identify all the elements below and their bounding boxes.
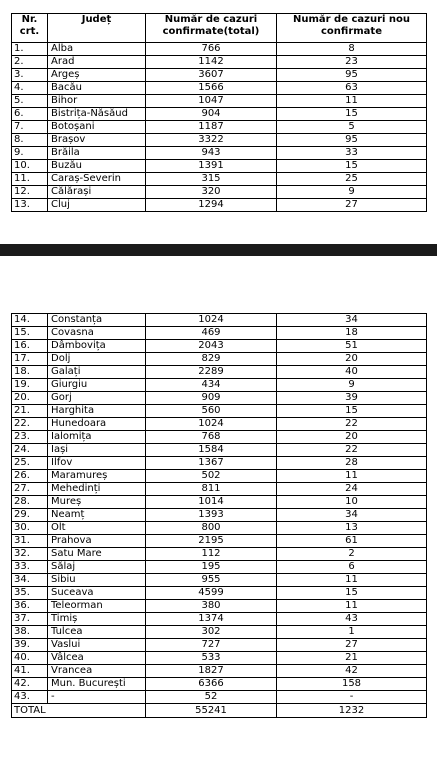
county-name: Caraș-Severin	[48, 173, 146, 186]
confirmed-total: 1374	[146, 613, 277, 626]
table-row	[12, 561, 427, 574]
county-name: Brăila	[48, 147, 146, 160]
confirmed-total: 469	[146, 327, 277, 340]
county-name: Mun. București	[48, 678, 146, 691]
row-number: 1.	[12, 43, 48, 56]
row-number: 26.	[12, 470, 48, 483]
total-new-cases: 1232	[277, 704, 427, 718]
cases-table-part1	[11, 13, 427, 212]
county-name: -	[48, 691, 146, 704]
confirmed-new: 11	[277, 470, 427, 483]
county-name: Vrancea	[48, 665, 146, 678]
confirmed-new: 34	[277, 509, 427, 522]
county-name: Giurgiu	[48, 379, 146, 392]
county-name: Bihor	[48, 95, 146, 108]
county-name: Prahova	[48, 535, 146, 548]
county-name: Suceava	[48, 587, 146, 600]
table-row	[12, 379, 427, 392]
confirmed-new: 23	[277, 56, 427, 69]
confirmed-total: 52	[146, 691, 277, 704]
table-row	[12, 678, 427, 691]
confirmed-new: 11	[277, 95, 427, 108]
confirmed-new: 11	[277, 600, 427, 613]
row-number: 14.	[12, 314, 48, 327]
confirmed-total: 434	[146, 379, 277, 392]
table-row	[12, 173, 427, 186]
confirmed-new: 13	[277, 522, 427, 535]
confirmed-new: 63	[277, 82, 427, 95]
county-name: Arad	[48, 56, 146, 69]
county-name: Vâlcea	[48, 652, 146, 665]
row-number: 21.	[12, 405, 48, 418]
table-row	[12, 600, 427, 613]
table-row	[12, 665, 427, 678]
confirmed-new: 43	[277, 613, 427, 626]
row-number: 40.	[12, 652, 48, 665]
table-row	[12, 496, 427, 509]
confirmed-total: 2043	[146, 340, 277, 353]
confirmed-total: 315	[146, 173, 277, 186]
county-name: Cluj	[48, 199, 146, 212]
confirmed-total: 1391	[146, 160, 277, 173]
confirmed-new: 33	[277, 147, 427, 160]
county-name: Harghita	[48, 405, 146, 418]
county-name: Argeș	[48, 69, 146, 82]
table-row	[12, 587, 427, 600]
table-row	[12, 613, 427, 626]
table-row	[12, 418, 427, 431]
confirmed-total: 533	[146, 652, 277, 665]
row-number: 36.	[12, 600, 48, 613]
confirmed-new: -	[277, 691, 427, 704]
county-name: Dâmbovița	[48, 340, 146, 353]
confirmed-new: 22	[277, 444, 427, 457]
confirmed-total: 560	[146, 405, 277, 418]
confirmed-new: 21	[277, 652, 427, 665]
county-name: Ilfov	[48, 457, 146, 470]
confirmed-new: 39	[277, 392, 427, 405]
row-number: 34.	[12, 574, 48, 587]
table-row	[12, 392, 427, 405]
row-number: 42.	[12, 678, 48, 691]
table-row	[12, 314, 427, 327]
confirmed-new: 34	[277, 314, 427, 327]
table-row	[12, 160, 427, 173]
table-row	[12, 82, 427, 95]
table-row	[12, 548, 427, 561]
row-number: 9.	[12, 147, 48, 160]
row-number: 16.	[12, 340, 48, 353]
confirmed-total: 1294	[146, 199, 277, 212]
confirmed-new: 11	[277, 574, 427, 587]
row-number: 4.	[12, 82, 48, 95]
table-row	[12, 340, 427, 353]
confirmed-total: 829	[146, 353, 277, 366]
header-total: Număr de cazuri confirmate(total)	[146, 14, 277, 43]
row-number: 33.	[12, 561, 48, 574]
row-number: 6.	[12, 108, 48, 121]
row-number: 39.	[12, 639, 48, 652]
confirmed-new: 42	[277, 665, 427, 678]
row-number: 2.	[12, 56, 48, 69]
row-number: 29.	[12, 509, 48, 522]
row-number: 31.	[12, 535, 48, 548]
county-name: Hunedoara	[48, 418, 146, 431]
confirmed-new: 6	[277, 561, 427, 574]
confirmed-new: 24	[277, 483, 427, 496]
confirmed-total: 766	[146, 43, 277, 56]
table-row	[12, 43, 427, 56]
table-row	[12, 626, 427, 639]
table-row	[12, 652, 427, 665]
row-number: 11.	[12, 173, 48, 186]
confirmed-new: 8	[277, 43, 427, 56]
table-row	[12, 457, 427, 470]
confirmed-total: 112	[146, 548, 277, 561]
table-row	[12, 444, 427, 457]
row-number: 20.	[12, 392, 48, 405]
county-name: Maramureș	[48, 470, 146, 483]
row-number: 22.	[12, 418, 48, 431]
table-row	[12, 147, 427, 160]
confirmed-total: 1024	[146, 314, 277, 327]
confirmed-new: 27	[277, 199, 427, 212]
header-judet: Județ	[48, 14, 146, 43]
confirmed-total: 195	[146, 561, 277, 574]
total-label: TOTAL	[12, 704, 146, 718]
row-number: 17.	[12, 353, 48, 366]
county-name: Satu Mare	[48, 548, 146, 561]
row-number: 30.	[12, 522, 48, 535]
row-number: 41.	[12, 665, 48, 678]
row-number: 25.	[12, 457, 48, 470]
county-name: Buzău	[48, 160, 146, 173]
confirmed-total: 1014	[146, 496, 277, 509]
row-number: 19.	[12, 379, 48, 392]
page-separator-bar	[0, 244, 437, 256]
confirmed-new: 28	[277, 457, 427, 470]
county-name: Brașov	[48, 134, 146, 147]
header-nou: Număr de cazuri nou confirmate	[277, 14, 427, 43]
confirmed-total: 1584	[146, 444, 277, 457]
table-row	[12, 522, 427, 535]
row-number: 27.	[12, 483, 48, 496]
table-row	[12, 366, 427, 379]
table-row	[12, 186, 427, 199]
confirmed-new: 2	[277, 548, 427, 561]
county-name: Dolj	[48, 353, 146, 366]
confirmed-new: 20	[277, 353, 427, 366]
county-name: Călărași	[48, 186, 146, 199]
header-nr: Nr. crt.	[12, 14, 48, 43]
confirmed-new: 40	[277, 366, 427, 379]
county-name: Tulcea	[48, 626, 146, 639]
confirmed-new: 1	[277, 626, 427, 639]
confirmed-total: 768	[146, 431, 277, 444]
confirmed-total: 1393	[146, 509, 277, 522]
row-number: 32.	[12, 548, 48, 561]
row-number: 12.	[12, 186, 48, 199]
confirmed-total: 909	[146, 392, 277, 405]
cases-table-part2	[11, 313, 427, 718]
confirmed-total: 1142	[146, 56, 277, 69]
row-number: 5.	[12, 95, 48, 108]
total-row	[12, 704, 427, 718]
confirmed-new: 51	[277, 340, 427, 353]
confirmed-new: 9	[277, 379, 427, 392]
confirmed-new: 5	[277, 121, 427, 134]
row-number: 18.	[12, 366, 48, 379]
table-row	[12, 327, 427, 340]
table-row	[12, 405, 427, 418]
confirmed-new: 95	[277, 69, 427, 82]
row-number: 38.	[12, 626, 48, 639]
total-cases: 55241	[146, 704, 277, 718]
row-number: 24.	[12, 444, 48, 457]
confirmed-new: 20	[277, 431, 427, 444]
header-row	[12, 14, 427, 43]
confirmed-new: 10	[277, 496, 427, 509]
confirmed-new: 25	[277, 173, 427, 186]
row-number: 8.	[12, 134, 48, 147]
row-number: 37.	[12, 613, 48, 626]
confirmed-new: 27	[277, 639, 427, 652]
table-row	[12, 483, 427, 496]
confirmed-total: 955	[146, 574, 277, 587]
confirmed-total: 6366	[146, 678, 277, 691]
county-name: Sălaj	[48, 561, 146, 574]
confirmed-total: 502	[146, 470, 277, 483]
table-row	[12, 431, 427, 444]
confirmed-new: 15	[277, 405, 427, 418]
table-row	[12, 121, 427, 134]
table-row	[12, 108, 427, 121]
confirmed-total: 1827	[146, 665, 277, 678]
row-number: 3.	[12, 69, 48, 82]
confirmed-total: 302	[146, 626, 277, 639]
confirmed-total: 727	[146, 639, 277, 652]
county-name: Bistrița-Năsăud	[48, 108, 146, 121]
table-body-part1	[12, 43, 427, 212]
table-row	[12, 95, 427, 108]
confirmed-total: 943	[146, 147, 277, 160]
county-name: Constanța	[48, 314, 146, 327]
table-row	[12, 199, 427, 212]
confirmed-total: 380	[146, 600, 277, 613]
confirmed-total: 811	[146, 483, 277, 496]
row-number: 13.	[12, 199, 48, 212]
table-row	[12, 691, 427, 704]
table-row	[12, 574, 427, 587]
row-number: 23.	[12, 431, 48, 444]
county-name: Sibiu	[48, 574, 146, 587]
confirmed-new: 15	[277, 587, 427, 600]
confirmed-total: 1187	[146, 121, 277, 134]
row-number: 35.	[12, 587, 48, 600]
confirmed-total: 1367	[146, 457, 277, 470]
table-row	[12, 134, 427, 147]
table-row	[12, 353, 427, 366]
county-name: Bacău	[48, 82, 146, 95]
confirmed-total: 1047	[146, 95, 277, 108]
county-name: Vaslui	[48, 639, 146, 652]
county-name: Neamț	[48, 509, 146, 522]
confirmed-new: 15	[277, 160, 427, 173]
table-row	[12, 56, 427, 69]
table-body-part2	[12, 314, 427, 704]
confirmed-new: 9	[277, 186, 427, 199]
confirmed-new: 95	[277, 134, 427, 147]
confirmed-total: 4599	[146, 587, 277, 600]
confirmed-new: 15	[277, 108, 427, 121]
row-number: 15.	[12, 327, 48, 340]
row-number: 28.	[12, 496, 48, 509]
row-number: 7.	[12, 121, 48, 134]
table-row	[12, 639, 427, 652]
table-row	[12, 69, 427, 82]
confirmed-total: 3322	[146, 134, 277, 147]
confirmed-total: 904	[146, 108, 277, 121]
confirmed-total: 800	[146, 522, 277, 535]
confirmed-new: 18	[277, 327, 427, 340]
county-name: Covasna	[48, 327, 146, 340]
county-name: Galați	[48, 366, 146, 379]
table-row	[12, 535, 427, 548]
county-name: Mureș	[48, 496, 146, 509]
county-name: Iași	[48, 444, 146, 457]
county-name: Alba	[48, 43, 146, 56]
confirmed-total: 3607	[146, 69, 277, 82]
table-row	[12, 470, 427, 483]
table-row	[12, 509, 427, 522]
confirmed-total: 2289	[146, 366, 277, 379]
confirmed-total: 2195	[146, 535, 277, 548]
county-name: Timiș	[48, 613, 146, 626]
county-name: Ialomița	[48, 431, 146, 444]
county-name: Olt	[48, 522, 146, 535]
county-name: Botoșani	[48, 121, 146, 134]
county-name: Gorj	[48, 392, 146, 405]
row-number: 43.	[12, 691, 48, 704]
confirmed-total: 1566	[146, 82, 277, 95]
county-name: Teleorman	[48, 600, 146, 613]
county-name: Mehedinți	[48, 483, 146, 496]
confirmed-new: 158	[277, 678, 427, 691]
row-number: 10.	[12, 160, 48, 173]
confirmed-total: 320	[146, 186, 277, 199]
confirmed-new: 61	[277, 535, 427, 548]
confirmed-new: 22	[277, 418, 427, 431]
confirmed-total: 1024	[146, 418, 277, 431]
